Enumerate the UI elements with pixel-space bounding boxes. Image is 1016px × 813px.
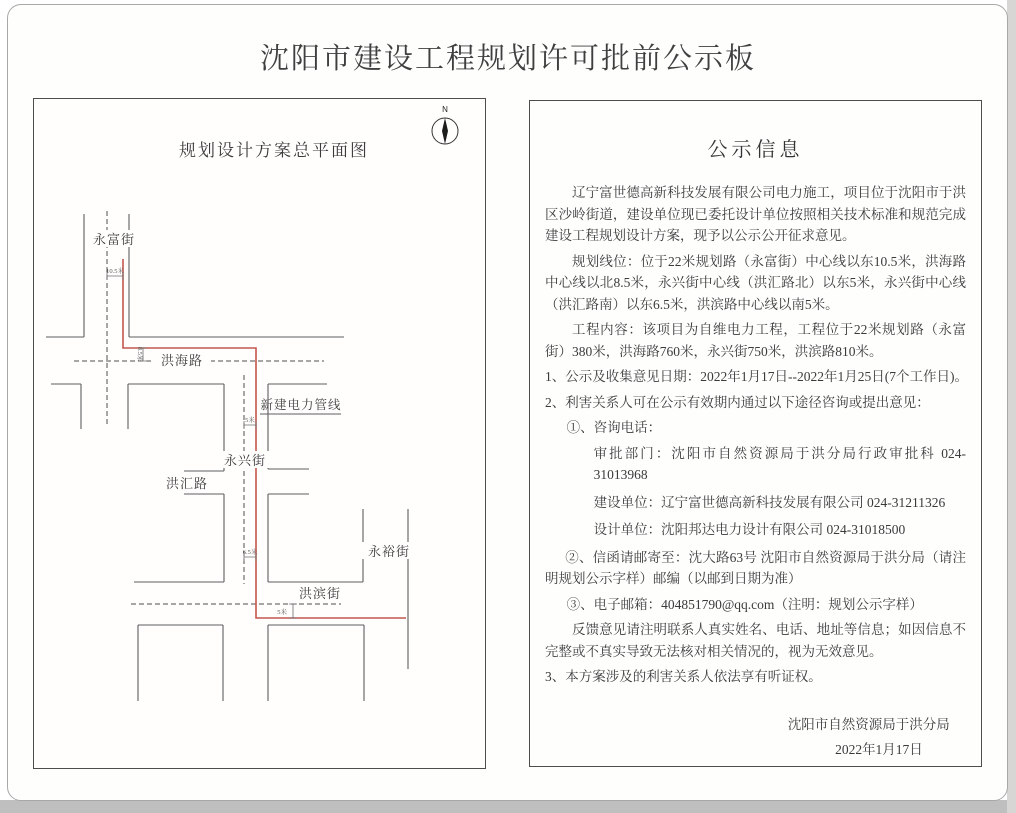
- notice-info-panel: [529, 100, 982, 767]
- north-compass-icon: [432, 105, 458, 144]
- notice-date: 2022年1月17日: [835, 742, 923, 757]
- notice-sub-email: ③、电子邮箱：404851790@qq.com（注明：规划公示字样）: [566, 596, 923, 612]
- notice-phone-builder: 建设单位：辽宁富世德高新科技发展有限公司 024-31211326: [593, 494, 946, 510]
- notice-sub-mail: ②、信函请邮寄至：沈大路63号 沈阳市自然资源局于洪分局（请注明规划公示字样）邮编（以邮到日期为准）: [545, 549, 966, 586]
- street-label-yongyu: 永裕街: [367, 544, 411, 559]
- north-label: N: [442, 105, 448, 114]
- pipeline-label: 新建电力管线: [260, 398, 342, 412]
- street-label-honghai: 洪海路: [160, 353, 204, 368]
- plan-title: 规划设计方案总平面图: [179, 141, 369, 160]
- site-plan-drawing: [34, 99, 484, 767]
- site-plan-panel: [33, 98, 486, 769]
- notice-sub-phone: ①、咨询电话：: [566, 420, 662, 435]
- notice-phone-approval: 审批部门：沈阳市自然资源局于洪分局行政审批科 024-31013968: [593, 445, 966, 482]
- notice-paragraph-line: 规划线位：位于22米规划路（永富街）中心线以东10.5米，洪海路中心线以北8.5米，永兴街中心线（洪汇路北）以东5米，永兴街中心线（洪汇路南）以东6.5米，洪滨路中心线以南5米。: [545, 253, 966, 312]
- dim-hongbin-offset: 5米: [277, 609, 287, 616]
- notice-phone-designer: 设计单位：沈阳邦达电力设计有限公司 024-31018500: [593, 522, 906, 537]
- dim-yongxing-south-offset: 6.5米: [242, 549, 258, 556]
- notice-item-dates: 1、公示及收集意见日期：2022年1月17日--2022年1月25日(7个工作日)。: [545, 369, 968, 384]
- notice-paragraph-intro: 辽宁富世德高新科技发展有限公司电力施工，项目位于沈阳市于洪区沙岭街道，建设单位现已委托设计单位按照相关技术标准和规范完成建设工程规划设计方案，现予以公示公开征求意见。: [545, 185, 966, 243]
- street-label-yongfu: 永富街: [92, 232, 136, 247]
- notice-paragraph-feedback: 反馈意见请注明联系人真实姓名、电话、地址等信息；如因信息不完整或不真实导致无法核对相关情况的，视为无效意见。: [545, 622, 966, 659]
- page-title: 沈阳市建设工程规划许可批前公示板: [259, 43, 756, 75]
- street-label-yongxing: 永兴街: [223, 453, 267, 468]
- dim-yongxing-north-offset: 5米: [245, 417, 255, 424]
- dim-yongfu-offset: 10.5米: [106, 268, 124, 275]
- notice-item-hearing: 3、本方案涉及的利害关系人依法享有听证权。: [545, 669, 822, 684]
- street-label-hongbin: 洪滨街: [298, 586, 342, 601]
- photo-edge-right: [1007, 0, 1016, 813]
- notice-paragraph-content: 工程内容：该项目为自维电力工程，工程位于22米规划路（永富街）380米，洪海路760米，永兴街750米，洪滨路810米。: [545, 322, 966, 359]
- street-label-honghui: 洪汇路: [165, 476, 209, 491]
- notice-item-channels: 2、利害关系人可在公示有效期内通过以下途径咨询或提出意见：: [545, 394, 930, 410]
- notice-heading: 公示信息: [707, 139, 804, 161]
- notice-signature: 沈阳市自然资源局于洪分局: [787, 716, 950, 732]
- dim-honghai-offset: 8.5米: [136, 346, 143, 362]
- photo-edge-bottom: [0, 800, 1016, 813]
